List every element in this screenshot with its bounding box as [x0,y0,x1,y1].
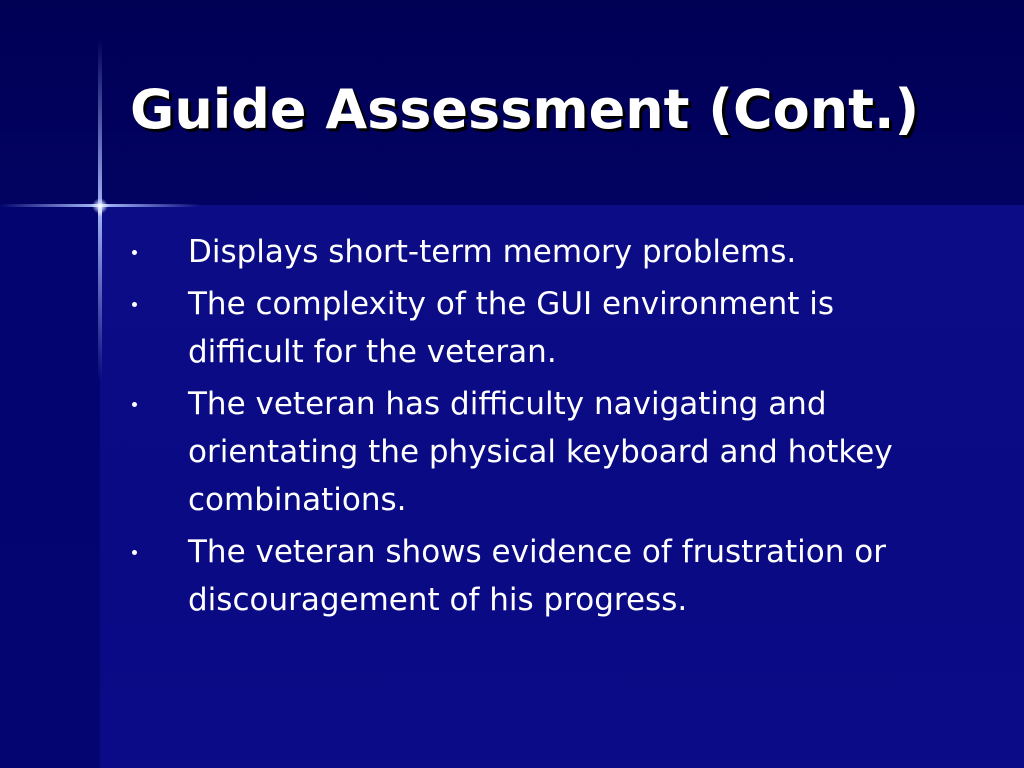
bullet-item [126,228,956,276]
bullet-dot-icon [132,250,137,255]
bullet-item [126,280,956,376]
bullet-text: Displays short-term memory problems. [188,234,797,270]
bullet-text: The veteran has difficulty navigating and orientating the physical keyboard and hotkey combinations. [188,386,893,518]
bullet-list [126,228,956,628]
slide-title: Guide Assessment (Cont.) [130,78,920,141]
bullet-text: The veteran shows evidence of frustration or discouragement of his progress. [188,534,886,618]
bullet-item [126,380,956,524]
bullet-dot-icon [132,550,137,555]
sparkle-core [92,198,108,214]
bullet-item [126,528,956,624]
bullet-dot-icon [132,302,137,307]
bullet-dot-icon [132,402,137,407]
bullet-text: The complexity of the GUI environment is difficult for the veteran. [188,286,835,370]
left-accent-band [0,205,100,768]
